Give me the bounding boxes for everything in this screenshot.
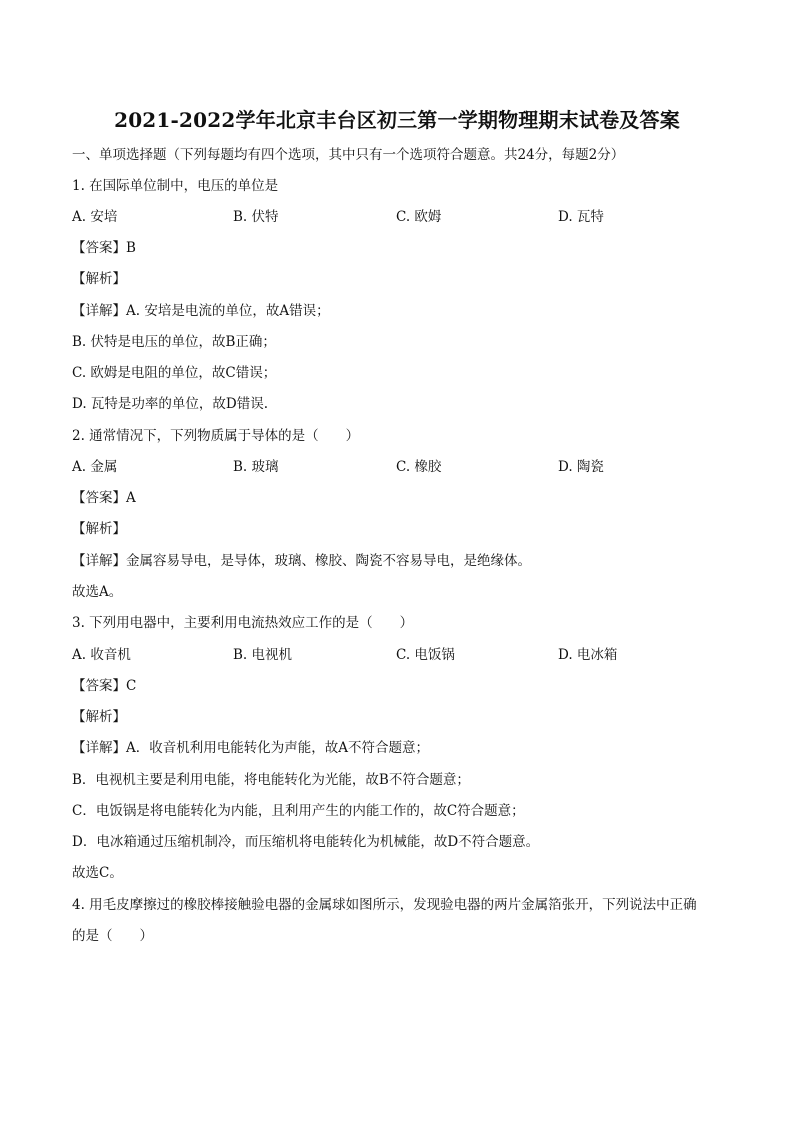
question-1-answer: 【答案】B bbox=[72, 240, 136, 256]
question-3-detail: D．电冰箱通过压缩机制冷，而压缩机将电能转化为机械能，故D不符合题意。 bbox=[72, 834, 540, 850]
question-3-detail: 故选C。 bbox=[72, 865, 123, 881]
question-3-answer: 【答案】C bbox=[72, 678, 137, 694]
question-2-detail: 【详解】金属容易导电，是导体，玻璃、橡胶、陶瓷不容易导电，是绝缘体。 bbox=[72, 553, 531, 569]
question-1-option-c: C. 欧姆 bbox=[396, 209, 442, 225]
question-1-option-b: B. 伏特 bbox=[233, 209, 279, 225]
question-3-analysis: 【解析】 bbox=[72, 709, 126, 725]
question-1-option-d: D. 瓦特 bbox=[558, 209, 604, 225]
question-3-stem: 3. 下列用电器中，主要利用电流热效应工作的是（ ） bbox=[72, 615, 414, 631]
question-3-option-b: B. 电视机 bbox=[233, 647, 293, 663]
question-2-option-c: C. 橡胶 bbox=[396, 459, 442, 475]
question-2-analysis: 【解析】 bbox=[72, 521, 126, 537]
question-3-option-a: A. 收音机 bbox=[72, 647, 131, 663]
question-1-detail: 【详解】A. 安培是电流的单位，故A错误； bbox=[72, 303, 330, 319]
question-3-option-c: C. 电饭锅 bbox=[396, 647, 455, 663]
question-3-detail: 【详解】A．收音机利用电能转化为声能，故A不符合题意； bbox=[72, 740, 429, 756]
question-2-option-b: B. 玻璃 bbox=[233, 459, 279, 475]
question-3-detail: B．电视机主要是利用电能，将电能转化为光能，故B不符合题意； bbox=[72, 772, 470, 788]
question-1-analysis: 【解析】 bbox=[72, 271, 126, 287]
question-2-option-d: D. 陶瓷 bbox=[558, 459, 604, 475]
question-2-option-a: A. 金属 bbox=[72, 459, 118, 475]
question-2-detail: 故选A。 bbox=[72, 584, 123, 600]
question-2-stem: 2. 通常情况下，下列物质属于导体的是（ ） bbox=[72, 428, 360, 444]
section-heading: 一、单项选择题（下列每题均有四个选项，其中只有一个选项符合题意。共24分，每题2分） bbox=[72, 147, 625, 163]
question-3-detail: C．电饭锅是将电能转化为内能，且利用产生的内能工作的，故C符合题意； bbox=[72, 803, 525, 819]
question-4-stem: 4. 用毛皮摩擦过的橡胶棒接触验电器的金属球如图所示，发现验电器的两片金属箔张开，下列说法中正确 bbox=[72, 897, 697, 913]
question-1-detail: B. 伏特是电压的单位，故B正确； bbox=[72, 334, 276, 350]
question-1-detail: D. 瓦特是功率的单位，故D错误. bbox=[72, 396, 269, 412]
question-1-stem: 1. 在国际单位制中，电压的单位是 bbox=[72, 178, 279, 194]
question-4-stem-continued: 的是（ ） bbox=[72, 928, 153, 944]
question-1-detail: C. 欧姆是电阻的单位，故C错误； bbox=[72, 365, 277, 381]
question-1-option-a: A. 安培 bbox=[72, 209, 118, 225]
page-title: 2021-2022学年北京丰台区初三第一学期物理期末试卷及答案 bbox=[114, 108, 680, 132]
question-3-option-d: D. 电冰箱 bbox=[558, 647, 618, 663]
question-2-answer: 【答案】A bbox=[72, 490, 136, 506]
